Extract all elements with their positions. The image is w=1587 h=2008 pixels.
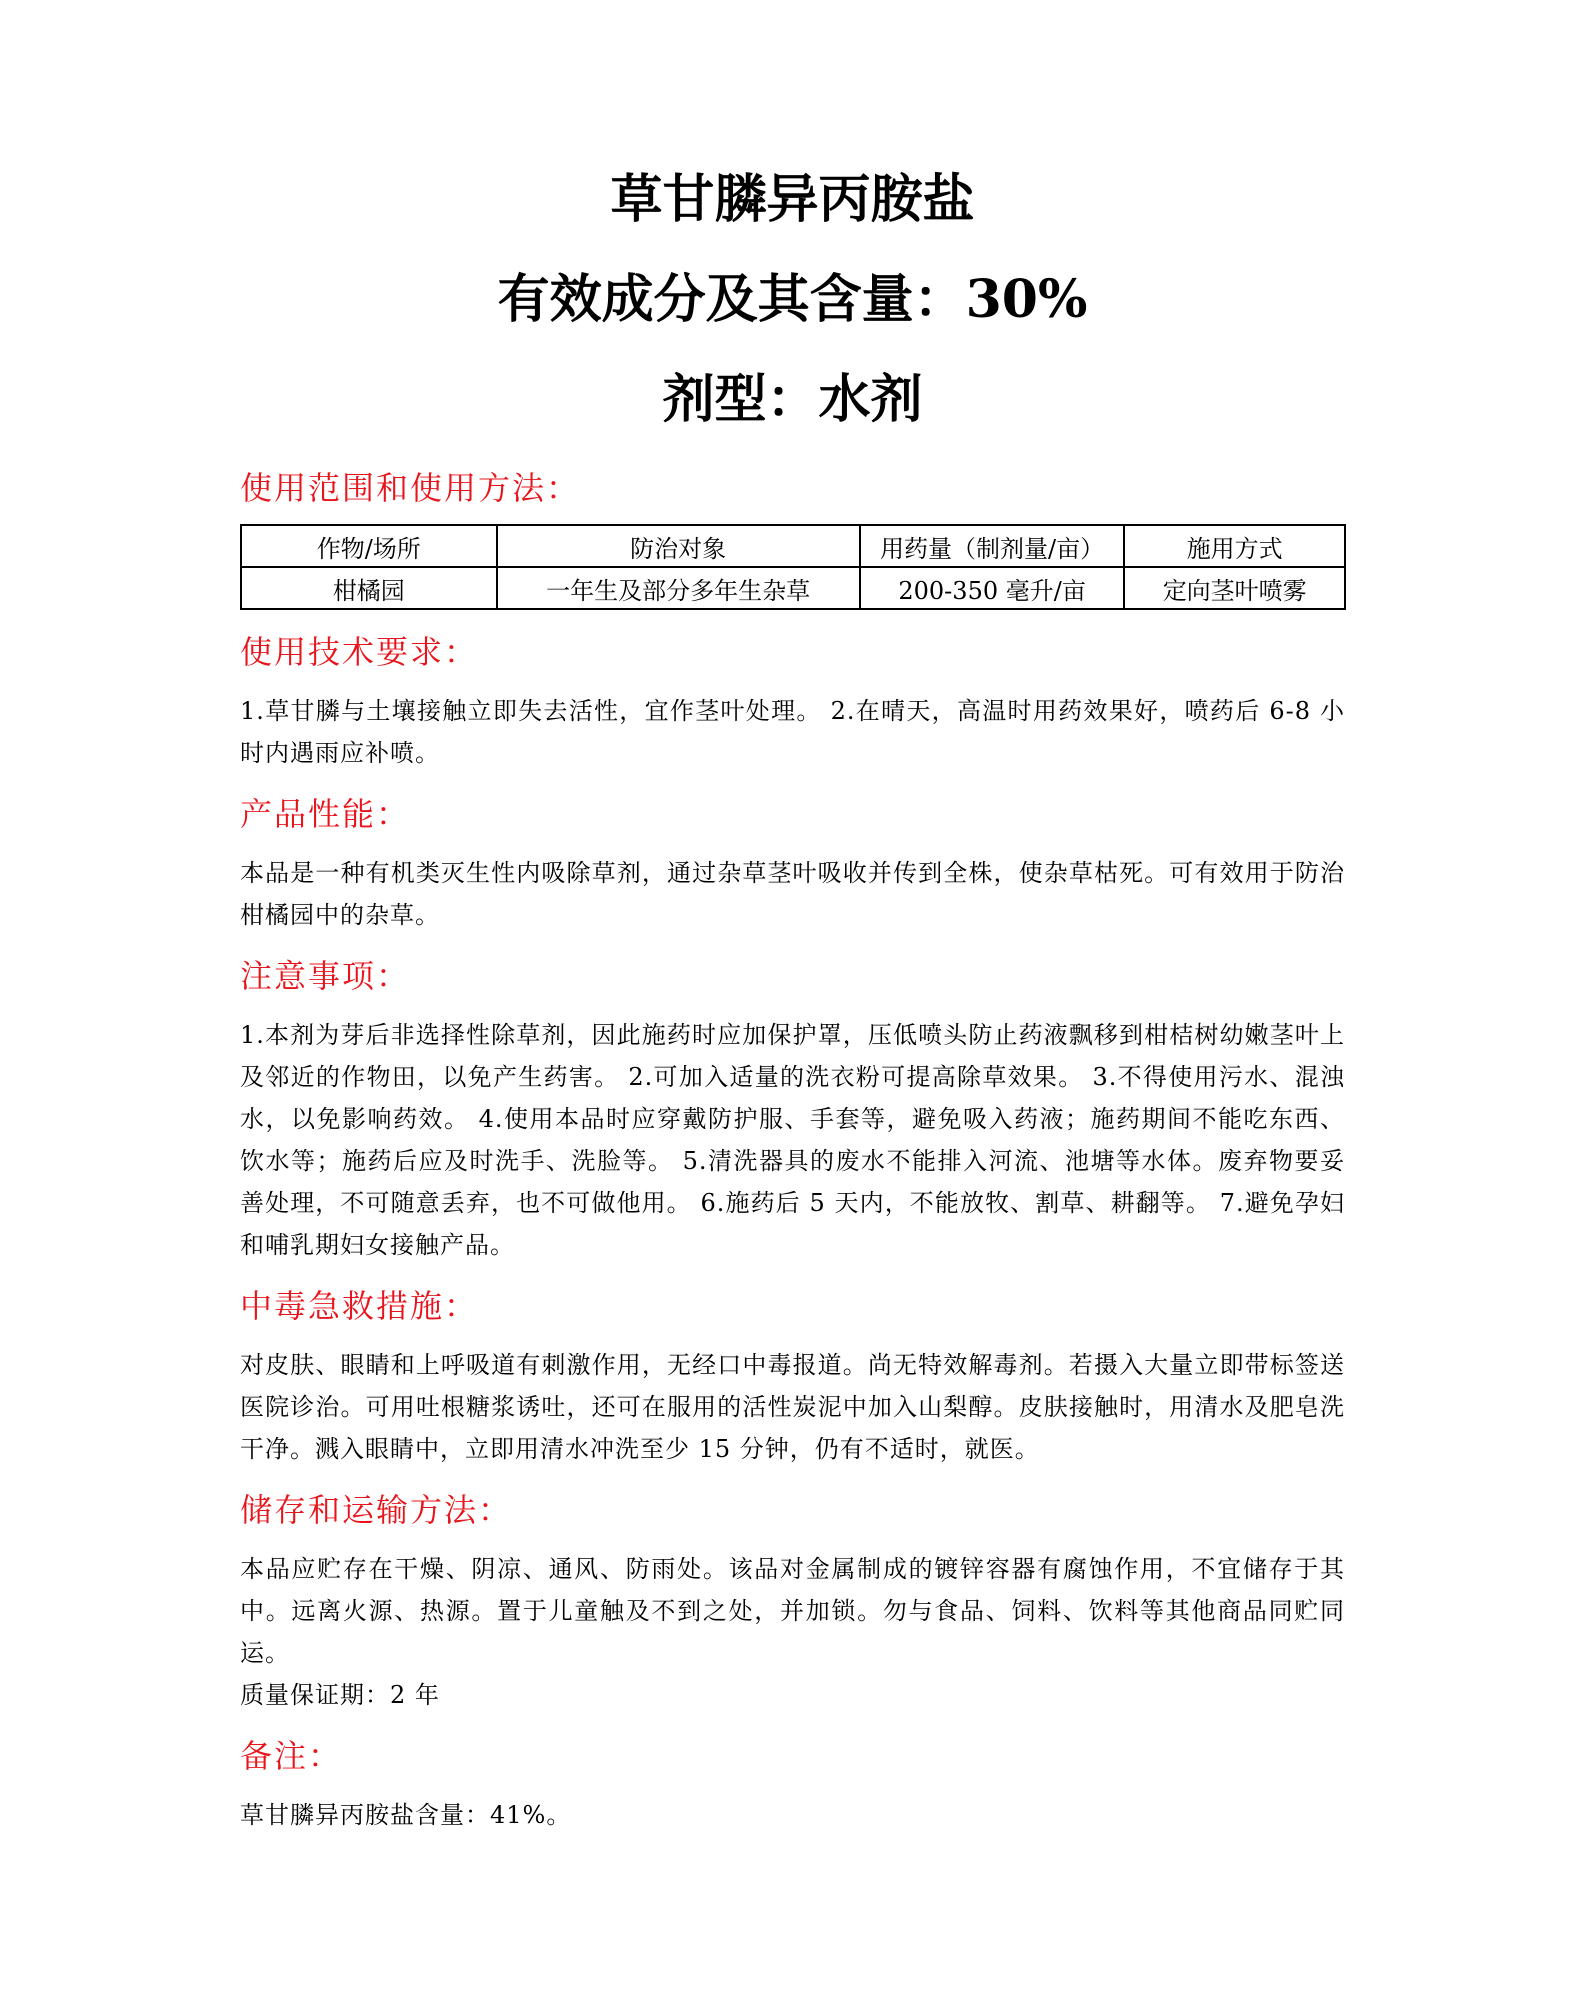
column-header: 防治对象	[497, 525, 860, 567]
table-cell: 柑橘园	[241, 567, 497, 609]
storage-heading: 储存和运输方法：	[240, 1491, 513, 1529]
usage-table	[240, 524, 1346, 610]
tech-heading: 使用技术要求：	[240, 633, 479, 671]
column-header: 施用方式	[1124, 525, 1345, 567]
label-document	[240, 150, 1345, 1836]
cautions-text: 1.本剂为芽后非选择性除草剂，因此施药时应加保护罩，压低喷头防止药液飘移到柑桔树幼嫩茎叶上及邻近的作物田，以免产生药害。 2.可加入适量的洗衣粉可提高除草效果。 3.不得使用污水、混浊水，以免影响药效。 4.使用本品时应穿戴防护服、手套等，避免吸入药液；施药期间不能吃东西、饮水等；施药后应及时洗手、洗脸等。 5.清洗器具的废水不能排入河流、池塘等水体。废弃物要妥善处理，不可随意丢弃，也不可做他用。 6.施药后 5 天内，不能放牧、割草、耕翻等。 7.避免孕妇和哺乳期妇女接触产品。	[240, 1021, 1345, 1259]
tech-text: 1.草甘膦与土壤接触立即失去活性，宜作茎叶处理。 2.在晴天，高温时用药效果好，喷药后 6-8 小时内遇雨应补喷。	[240, 697, 1345, 767]
remarks-heading: 备注：	[240, 1737, 343, 1775]
performance-heading: 产品性能：	[240, 795, 411, 833]
performance-text: 本品是一种有机类灭生性内吸除草剂，通过杂草茎叶吸收并传到全株，使杂草枯死。可有效用于防治柑橘园中的杂草。	[240, 859, 1345, 929]
usage-heading: 使用范围和使用方法：	[240, 469, 581, 507]
first-aid-text: 对皮肤、眼睛和上呼吸道有刺激作用，无经口中毒报道。尚无特效解毒剂。若摄入大量立即带标签送医院诊治。可用吐根糖浆诱吐，还可在服用的活性炭泥中加入山梨醇。皮肤接触时，用清水及肥皂洗干净。溅入眼睛中，立即用清水冲洗至少 15 分钟，仍有不适时，就医。	[240, 1351, 1345, 1463]
remarks-text: 草甘膦异丙胺盐含量：41%。	[240, 1801, 572, 1829]
product-name-title: 草甘膦异丙胺盐	[610, 169, 975, 230]
table-cell: 200-350 毫升/亩	[860, 567, 1125, 609]
storage-text: 本品应贮存在干燥、阴凉、通风、防雨处。该品对金属制成的镀锌容器有腐蚀作用，不宜储存于其中。远离火源、热源。置于儿童触及不到之处，并加锁。勿与食品、饲料、饮料等其他商品同贮同运。	[240, 1555, 1345, 1667]
first-aid-heading: 中毒急救措施：	[240, 1287, 479, 1325]
table-row	[241, 567, 1345, 609]
cautions-heading: 注意事项：	[240, 957, 411, 995]
table-cell: 一年生及部分多年生杂草	[497, 567, 860, 609]
column-header: 用药量（制剂量/亩）	[860, 525, 1125, 567]
table-cell: 定向茎叶喷雾	[1124, 567, 1345, 609]
shelf-life-text: 质量保证期：2 年	[240, 1681, 440, 1709]
column-header: 作物/场所	[241, 525, 497, 567]
table-header-row	[241, 525, 1345, 567]
active-ingredient-title: 有效成分及其含量：30%	[497, 269, 1088, 330]
formulation-title: 剂型：水剂	[662, 369, 923, 430]
